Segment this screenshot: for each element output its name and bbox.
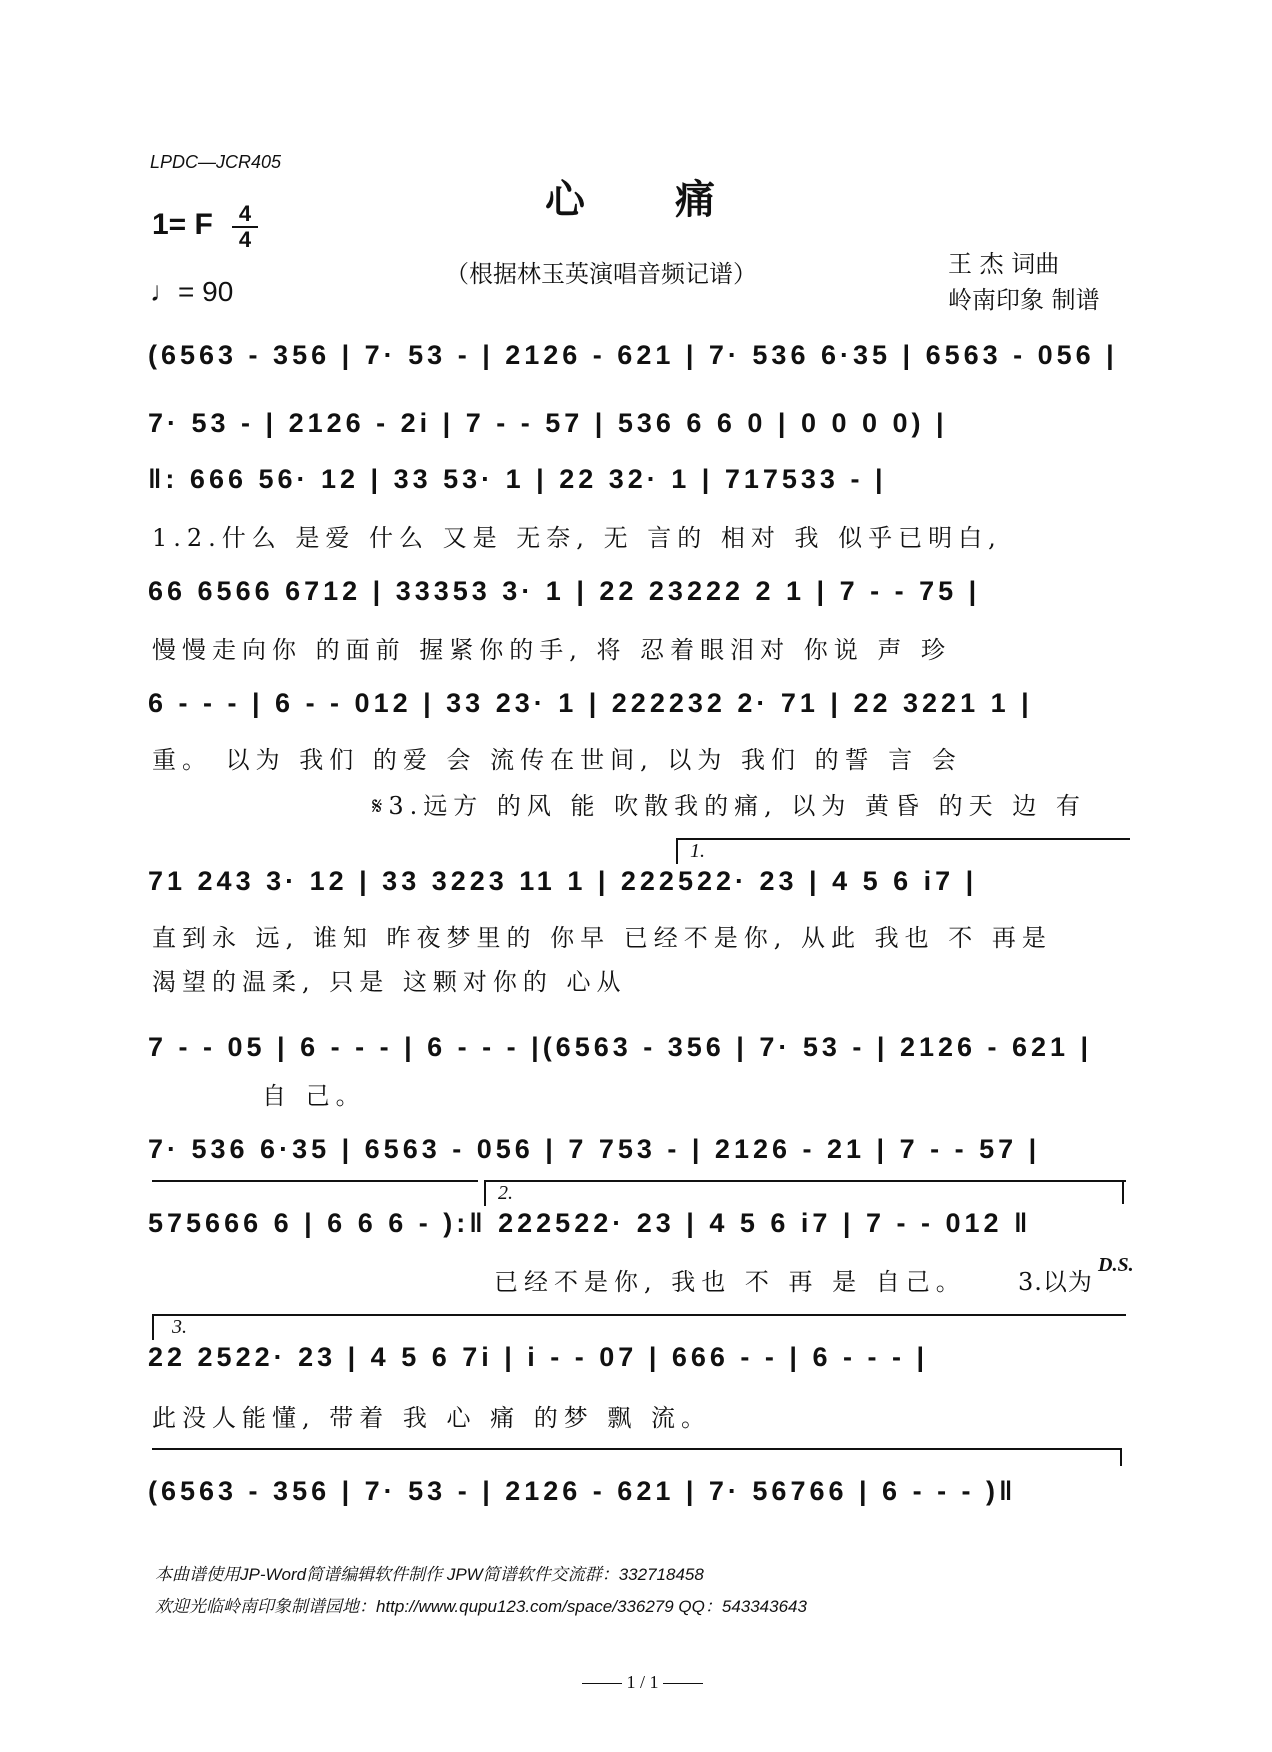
score-system-5: 6 - - - | 6 - - 012 | 33 23· 1 | 222232 2· 71 | 22 3221 1 | <box>148 688 1033 718</box>
volta-1-bracket <box>676 838 1130 864</box>
score-system-10: 22 2522· 23 | 4 5 6 7i | i - - 07 | 666 - - | 6 - - - | <box>148 1342 929 1372</box>
coda-bracket <box>152 1448 1122 1450</box>
time-signature-top: 4 <box>238 201 252 226</box>
coda-bracket-end <box>1120 1448 1122 1466</box>
lyric-line-3: 重。 以为 我们 的爱 会 流传在世间, 以为 我们 的誓 言 会 <box>152 746 962 774</box>
tempo-marking: ♩= 90 <box>150 276 234 307</box>
volta-2-bracket <box>484 1180 1126 1206</box>
composer-credit: 王 杰 词曲 <box>948 250 1060 278</box>
score-system-9: 575666 6 | 6 6 6 - ):‖ 222522· 23 | 4 5 6 i7 | 7 - - 012 ‖ <box>148 1208 1032 1238</box>
song-title: 心痛 <box>545 176 805 223</box>
page-number: 1 / 1 <box>582 1672 703 1693</box>
time-signature-bottom: 4 <box>238 227 252 252</box>
lyric-line-4: 𝄋3.远方 的风 能 吹散我的痛, 以为 黄昏 的天 边 有 <box>372 792 1086 820</box>
volta-1-label: 1. <box>690 840 705 862</box>
lyric-line-2: 慢慢走向你 的面前 握紧你的手, 将 忍着眼泪对 你说 声 珍 <box>152 636 952 664</box>
volta-2-end <box>1122 1180 1124 1204</box>
key-signature: 1= F <box>152 208 213 241</box>
volta-3-bracket <box>152 1314 1126 1340</box>
lyric-line-5: 直到永 远, 谁知 昨夜梦里的 你早 已经不是你, 从此 我也 不 再是 <box>152 924 1052 952</box>
volta-2-label: 2. <box>498 1182 513 1204</box>
score-code: LPDC—JCR405 <box>150 152 282 172</box>
footer-software-line: 本曲谱使用JP-Word简谱编辑软件制作 JPW简谱软件交流群：332718458 <box>155 1565 704 1584</box>
lyric-line-7: 自 己。 <box>262 1082 366 1110</box>
volta-2-line-left <box>152 1180 478 1182</box>
lyric-line-6: 渴望的温柔, 只是 这颗对你的 心从 <box>152 968 627 996</box>
time-signature <box>232 203 258 251</box>
subtitle: （根据林玉英演唱音频记谱） <box>445 260 757 288</box>
score-system-1: (6563 - 356 | 7· 53 - | 2126 - 621 | 7· 536 6·35 | 6563 - 056 | <box>148 340 1118 370</box>
lyric-line-9: 3.以为 <box>1018 1268 1093 1296</box>
lyric-line-8: 已经不是你, 我也 不 再 是 自己。 <box>494 1268 966 1296</box>
dal-segno-mark: D.S. <box>1098 1254 1134 1276</box>
score-system-8: 7· 536 6·35 | 6563 - 056 | 7 753 - | 2126 - 21 | 7 - - 57 | <box>148 1134 1041 1164</box>
arranger-credit: 岭南印象 制谱 <box>948 286 1100 314</box>
volta-3-label: 3. <box>172 1316 187 1338</box>
score-system-11: (6563 - 356 | 7· 53 - | 2126 - 621 | 7· 56766 | 6 - - - )‖ <box>148 1476 1017 1506</box>
footer-website-line: 欢迎光临岭南印象制谱园地：http://www.qupu123.com/space/336279 QQ：543343643 <box>155 1597 807 1616</box>
lyric-line-1: 1.2.什么 是爱 什么 又是 无奈, 无 言的 相对 我 似乎已明白, <box>152 524 1002 552</box>
score-system-7: 7 - - 05 | 6 - - - | 6 - - - |(6563 - 356 | 7· 53 - | 2126 - 621 | <box>148 1032 1093 1062</box>
score-system-3: ‖: 666 56· 12 | 33 53· 1 | 22 32· 1 | 717533 - | <box>148 464 887 494</box>
score-system-2: 7· 53 - | 2126 - 2i | 7 - - 57 | 536 6 6 0 | 0 0 0 0) | <box>148 408 948 438</box>
lyric-line-10: 此没人能懂, 带着 我 心 痛 的梦 飘 流。 <box>152 1404 712 1432</box>
score-system-6: 71 243 3· 12 | 33 3223 11 1 | 222522· 23 | 4 5 6 i7 | <box>148 866 978 896</box>
score-system-4: 66 6566 6712 | 33353 3· 1 | 22 23222 2 1 | 7 - - 75 | <box>148 576 981 606</box>
